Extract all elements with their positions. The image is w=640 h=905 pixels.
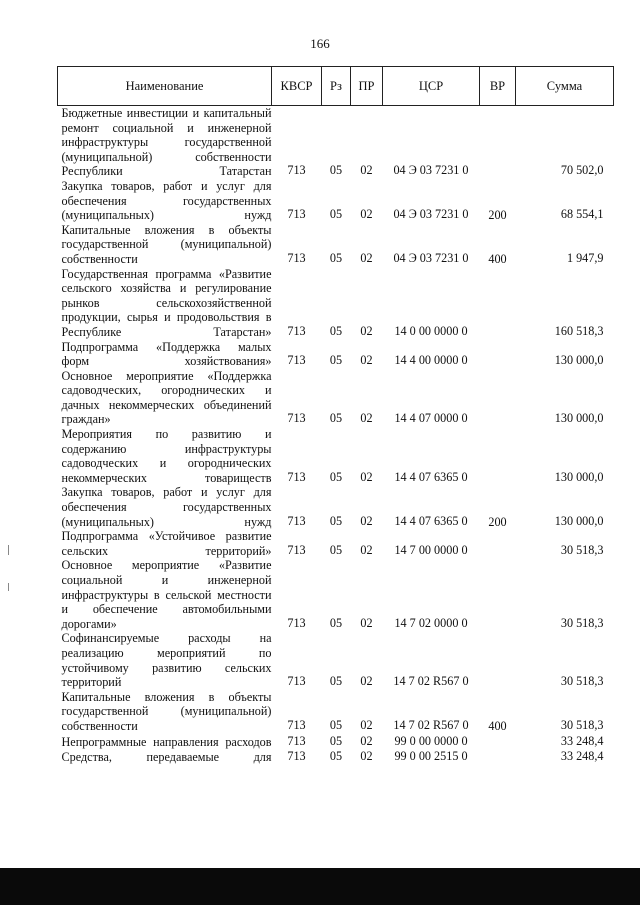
table-row <box>58 106 614 179</box>
cell-name: Закупка товаров, работ и услуг для обеспечения государственных (муниципальных) нужд <box>61 485 272 529</box>
cell-name: Капитальные вложения в объекты государственной (муниципальной) собственности <box>61 222 272 266</box>
cell-name: Основное мероприятие «Развитие социальной и инженерной инфраструктуры в сельской местности и обеспечение автомобильными дорогами» <box>61 558 272 631</box>
cell-sum: 33 248,4 <box>560 733 604 748</box>
table-row <box>58 369 614 427</box>
cell-pr: 02 <box>360 542 373 557</box>
cell-vr <box>480 529 516 558</box>
cell-rz: 05 <box>329 250 343 265</box>
cell-sum: 33 248,4 <box>560 749 604 764</box>
cell-csr: 14 7 02 0000 0 <box>394 615 468 630</box>
cell-vr <box>480 369 516 427</box>
cell-vr: 400 <box>488 251 507 266</box>
cell-pr: 02 <box>360 323 373 338</box>
cell-name: Бюджетные инвестиции и капитальный ремонт социальной и инженерной инфраструктуры государственной (муниципальной) собственности Республики Татарстан <box>61 106 272 179</box>
cell-kvsr: 713 <box>287 717 306 732</box>
cell-rz: 05 <box>329 353 343 368</box>
scan-mark <box>8 583 9 591</box>
cell-rz: 05 <box>329 469 343 484</box>
cell-sum: 130 000,0 <box>554 411 604 426</box>
cell-vr: 200 <box>488 208 507 223</box>
cell-name: Капитальные вложения в объекты государственной (муниципальной) собственности <box>61 689 272 733</box>
cell-csr: 04 Э 03 7231 0 <box>393 163 469 178</box>
cell-kvsr: 713 <box>287 353 306 368</box>
cell-name: Подпрограмма «Поддержка малых форм хозяйствования» <box>61 339 272 369</box>
cell-name: Основное мероприятие «Поддержка садоводческих, огороднических и дачных некоммерческих объединений граждан» <box>61 368 272 427</box>
cell-sum: 30 518,3 <box>560 717 604 732</box>
cell-vr <box>480 267 516 340</box>
cell-sum: 1 947,9 <box>566 250 604 265</box>
cell-sum: 160 518,3 <box>554 323 604 338</box>
table-row <box>58 749 614 765</box>
table-row <box>58 485 614 529</box>
cell-vr <box>480 558 516 631</box>
table-row <box>58 631 614 689</box>
cell-rz: 05 <box>329 749 343 764</box>
header-name: Наименование <box>58 67 272 106</box>
cell-vr: 200 <box>488 514 507 529</box>
cell-csr: 14 7 02 R567 0 <box>393 674 469 689</box>
cell-name: Средства, передаваемые для <box>61 750 272 765</box>
cell-pr: 02 <box>360 749 373 764</box>
cell-name: Софинансируемые расходы на реализацию мероприятий по устойчивому развитию сельских территорий <box>61 631 272 690</box>
cell-pr: 02 <box>360 250 373 265</box>
cell-kvsr: 713 <box>287 674 306 689</box>
table-row <box>58 427 614 485</box>
cell-vr <box>480 631 516 689</box>
table-row <box>58 690 614 734</box>
cell-csr: 14 4 07 0000 0 <box>394 411 468 426</box>
cell-kvsr: 713 <box>287 323 306 338</box>
cell-name: Государственная программа «Развитие сельского хозяйства и регулирование рынков сельскохозяйственной продукции, сырья и продовольствия в Республике Татарстан» <box>61 266 272 339</box>
header-row <box>58 67 614 106</box>
cell-kvsr: 713 <box>287 163 306 178</box>
cell-kvsr: 713 <box>287 250 306 265</box>
budget-table <box>57 66 614 765</box>
cell-csr: 14 0 00 0000 0 <box>394 323 468 338</box>
cell-csr: 14 7 02 R567 0 <box>393 717 469 732</box>
cell-name: Подпрограмма «Устойчивое развитие сельских территорий» <box>61 529 272 558</box>
cell-sum: 30 518,3 <box>560 542 604 557</box>
cell-pr: 02 <box>360 733 373 748</box>
cell-pr: 02 <box>360 411 373 426</box>
table-row <box>58 223 614 267</box>
cell-rz: 05 <box>329 674 343 689</box>
cell-vr <box>480 427 516 485</box>
table-row <box>58 179 614 223</box>
page-number: 166 <box>310 36 330 51</box>
scan-mark <box>8 545 9 555</box>
cell-pr: 02 <box>360 674 373 689</box>
cell-pr: 02 <box>360 469 373 484</box>
cell-vr <box>480 749 516 765</box>
cell-sum: 130 000,0 <box>554 469 604 484</box>
cell-csr: 04 Э 03 7231 0 <box>393 250 469 265</box>
cell-kvsr: 713 <box>287 469 306 484</box>
cell-pr: 02 <box>360 353 373 368</box>
cell-kvsr: 713 <box>287 411 306 426</box>
table-row <box>58 734 614 750</box>
cell-csr: 99 0 00 2515 0 <box>394 749 468 764</box>
cell-kvsr: 713 <box>287 513 306 528</box>
cell-name: Непрограммные направления расходов <box>61 734 272 749</box>
cell-sum: 130 000,0 <box>554 513 604 528</box>
table-row <box>58 529 614 558</box>
cell-rz: 05 <box>329 411 343 426</box>
cell-vr: 400 <box>488 718 507 733</box>
cell-rz: 05 <box>329 207 343 222</box>
cell-pr: 02 <box>360 717 373 732</box>
cell-rz: 05 <box>329 513 343 528</box>
table-row <box>58 267 614 340</box>
table-row <box>58 340 614 369</box>
cell-kvsr: 713 <box>287 733 306 748</box>
cell-kvsr: 713 <box>287 542 306 557</box>
cell-name: Мероприятия по развитию и содержанию инфраструктуры садоводческих и огороднических некоммерческих товариществ <box>61 427 272 485</box>
cell-csr: 14 4 07 6365 0 <box>394 469 468 484</box>
cell-kvsr: 713 <box>287 207 306 222</box>
cell-sum: 30 518,3 <box>560 615 604 630</box>
cell-rz: 05 <box>329 542 343 557</box>
cell-csr: 14 4 07 6365 0 <box>394 513 468 528</box>
table-row <box>58 558 614 631</box>
cell-kvsr: 713 <box>287 749 306 764</box>
cell-vr <box>480 106 516 179</box>
header-rz: Рз <box>322 67 351 106</box>
cell-rz: 05 <box>329 323 343 338</box>
cell-sum: 30 518,3 <box>560 674 604 689</box>
header-vr: ВР <box>480 67 516 106</box>
cell-pr: 02 <box>360 163 373 178</box>
cell-rz: 05 <box>329 717 343 732</box>
cell-pr: 02 <box>360 615 373 630</box>
scan-footer-bar <box>0 868 640 905</box>
cell-csr: 14 4 00 0000 0 <box>394 353 468 368</box>
cell-csr: 14 7 00 0000 0 <box>394 542 468 557</box>
header-pr: ПР <box>351 67 383 106</box>
cell-sum: 68 554,1 <box>560 207 604 222</box>
cell-rz: 05 <box>329 615 343 630</box>
cell-vr <box>480 340 516 369</box>
header-sum: Сумма <box>516 67 614 106</box>
cell-vr <box>480 734 516 750</box>
cell-csr: 99 0 00 0000 0 <box>394 733 468 748</box>
cell-csr: 04 Э 03 7231 0 <box>393 207 469 222</box>
header-csr: ЦСР <box>383 67 480 106</box>
cell-pr: 02 <box>360 207 373 222</box>
cell-kvsr: 713 <box>287 615 306 630</box>
cell-pr: 02 <box>360 513 373 528</box>
cell-rz: 05 <box>329 163 343 178</box>
cell-rz: 05 <box>329 733 343 748</box>
cell-sum: 70 502,0 <box>560 163 604 178</box>
cell-sum: 130 000,0 <box>554 353 604 368</box>
cell-name: Закупка товаров, работ и услуг для обеспечения государственных (муниципальных) нужд <box>61 178 272 223</box>
header-kvsr: КВСР <box>272 67 322 106</box>
